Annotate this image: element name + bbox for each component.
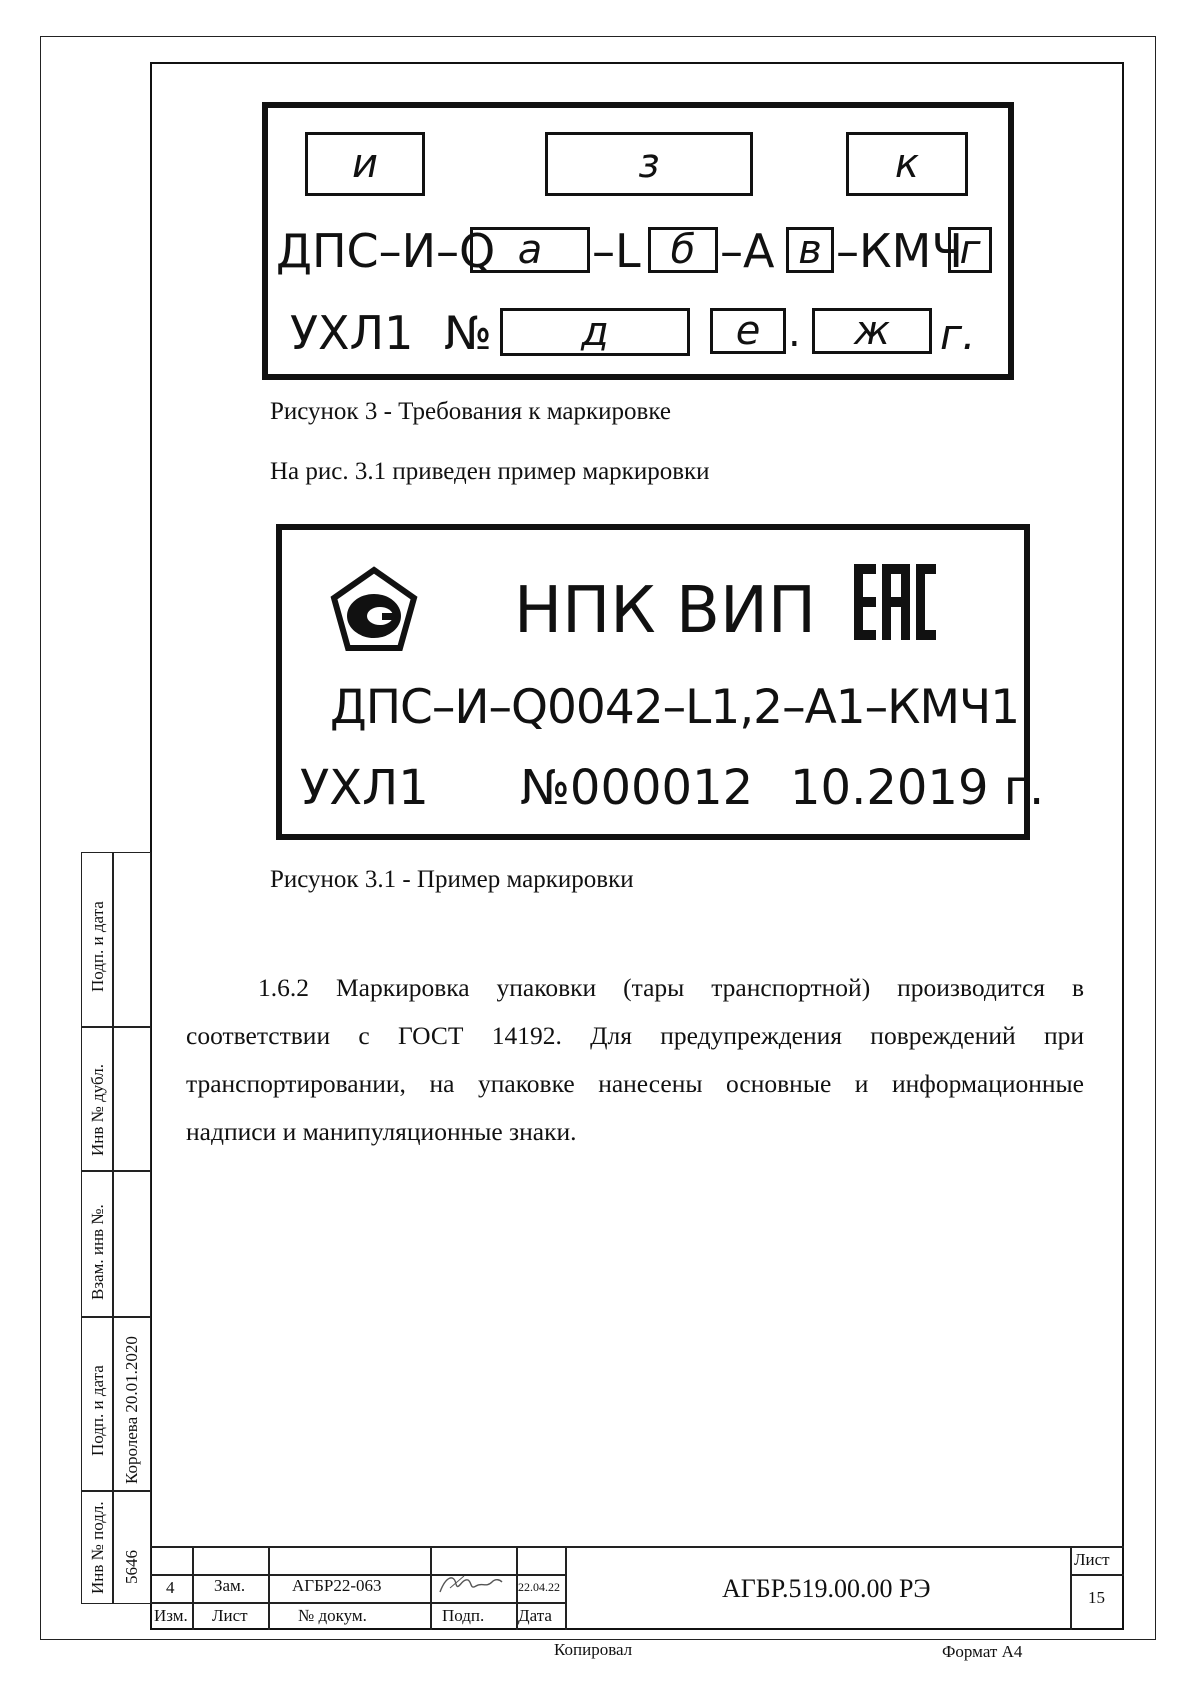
- figure3-row2-sep-a: –А: [720, 224, 775, 278]
- paragraph-line-1: 1.6.2 Маркировка упаковки (тары транспортной) производится в: [258, 973, 1084, 1002]
- figure3-slot-b: [648, 227, 718, 273]
- tb-header-list: Лист: [212, 1606, 248, 1625]
- figure3-slot-v: [786, 227, 834, 273]
- side-label-podp-data-top: Подп. и дата: [88, 901, 107, 992]
- side-label-inv-dubl: Инв № дубл.: [88, 1063, 107, 1156]
- figure3-slot-zh-label: ж: [853, 308, 891, 354]
- figure31-serial: №000012: [520, 760, 754, 816]
- signature-icon: [436, 1570, 506, 1598]
- figure3-slot-z: [545, 132, 753, 196]
- paragraph-line-2: соответствии с ГОСТ 14192. Для предупреждения повреждений при: [186, 1021, 1084, 1050]
- figure3-slot-k-label: к: [894, 141, 920, 187]
- figure3-slot-i-label: и: [352, 141, 378, 187]
- figure3-slot-k: [846, 132, 968, 196]
- intro-text: На рис. 3.1 приведен пример маркировки: [270, 458, 710, 485]
- tb-header-data: Дата: [518, 1606, 552, 1625]
- figure31-climate: УХЛ1: [300, 760, 429, 816]
- side-value-inv-podl: 5646: [122, 1550, 141, 1584]
- section-1-6-2-paragraph: [186, 964, 1084, 1156]
- figure3-slot-zh: [812, 308, 932, 354]
- figure3-slot-d: [500, 308, 690, 356]
- certification-logo-icon: [330, 566, 418, 652]
- tb-list-value: Зам.: [214, 1576, 246, 1595]
- tb-sheet-number: 15: [1088, 1588, 1105, 1607]
- side-label-podp-data-bottom: Подп. и дата: [88, 1365, 107, 1456]
- figure3-row3-dot: .: [788, 310, 801, 356]
- paragraph-line-3: транспортировании, на упаковке нанесены основные и информационные: [186, 1069, 1084, 1098]
- figure3-row3-year-suffix: г.: [940, 310, 976, 359]
- tb-header-doc: № докум.: [298, 1606, 367, 1625]
- tb-izm-value: 4: [166, 1578, 175, 1597]
- tb-designation: АГБР.519.00.00 РЭ: [722, 1574, 931, 1603]
- side-value-korolyova: Королева 20.01.2020: [122, 1336, 141, 1484]
- tb-header-izm: Изм.: [154, 1606, 188, 1625]
- figure3-slot-d-label: д: [581, 309, 609, 355]
- figure31-model: ДПС–И–Q0042–L1,2–А1–КМЧ1: [330, 680, 1020, 735]
- figure31-company: НПК ВИП: [514, 574, 816, 648]
- figure3-row2-prefix: ДПС–И–Q: [276, 224, 496, 278]
- eac-mark-icon: [852, 560, 938, 644]
- tb-sheet-label: Лист: [1074, 1550, 1110, 1569]
- figure3-row3-climate: УХЛ1: [290, 306, 414, 360]
- side-stamp-sep-4: [81, 1490, 151, 1492]
- figure3-row2-sep-l: –L: [592, 224, 641, 278]
- figure3-slot-z-label: з: [638, 141, 660, 187]
- tb-doc-value: АГБР22-063: [292, 1576, 382, 1595]
- figure3-slot-i: [305, 132, 425, 196]
- tb-date-value: 22.04.22: [518, 1580, 560, 1594]
- figure3-slot-e: [710, 308, 786, 354]
- figure31-date: 10.2019 г.: [790, 760, 1045, 816]
- side-stamp-sep-3: [81, 1316, 151, 1318]
- paragraph-line-4: надписи и манипуляционные знаки.: [186, 1117, 577, 1146]
- figure3-caption: Рисунок 3 - Требования к маркировке: [270, 398, 671, 425]
- figure3-slot-e-label: е: [735, 308, 761, 354]
- figure31-caption: Рисунок 3.1 - Пример маркировки: [270, 866, 634, 893]
- side-stamp-sep-2: [81, 1170, 151, 1172]
- tb-header-podp: Подп.: [442, 1606, 485, 1625]
- footer-format: Формат А4: [942, 1642, 1023, 1661]
- figure3-row3-num-sign: №: [444, 306, 492, 360]
- figure3-row2-sep-kmch: –КМЧ: [836, 224, 963, 278]
- figure3-slot-a: [470, 227, 590, 273]
- side-label-vzam-inv: Взам. инв №.: [88, 1204, 107, 1300]
- figure3-slot-g: [948, 227, 992, 273]
- figure3-slot-v-label: в: [798, 227, 822, 273]
- side-label-inv-podl: Инв № подл.: [88, 1501, 107, 1594]
- figure3-slot-b-label: б: [670, 227, 696, 273]
- figure3-slot-g-label: г: [959, 227, 981, 273]
- footer-copied: Копировал: [554, 1640, 633, 1659]
- side-stamp-sep-1: [81, 1026, 151, 1028]
- figure3-slot-a-label: а: [517, 227, 543, 273]
